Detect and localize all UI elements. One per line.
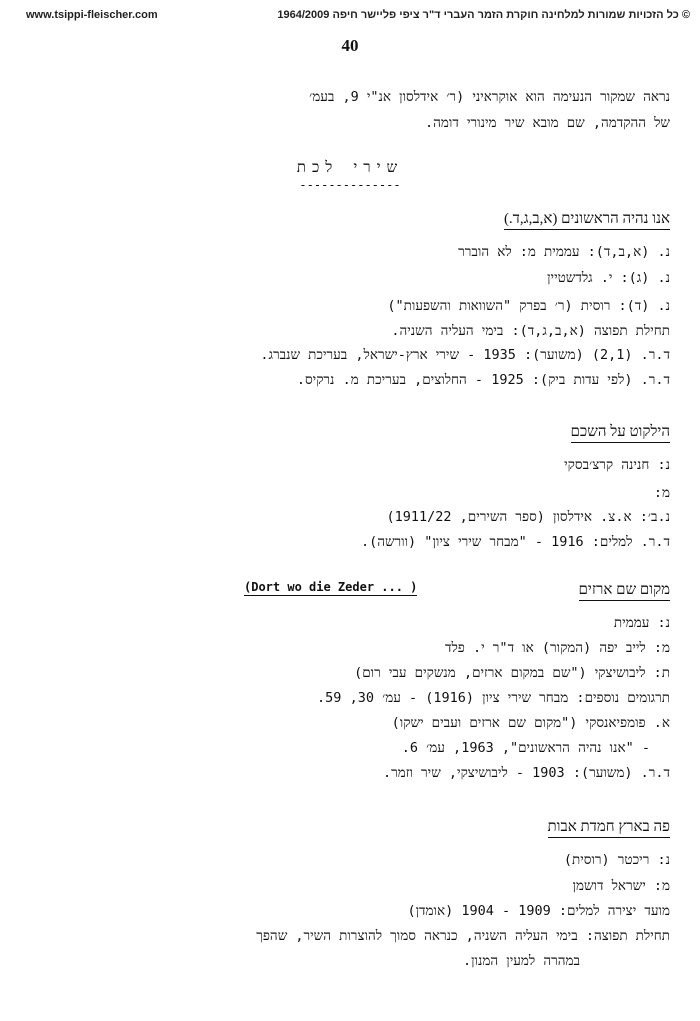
- song-title-po-beeretz: פה בארץ חמדת אבות: [548, 819, 671, 838]
- song-3-line-5: א. פומפיאנסקי ("מקום שם ארזים ועבים ישקו): [391, 715, 670, 731]
- song-3-line-2: מ: לייב יפה (המקור) או ד"ר י. פלד: [445, 640, 670, 656]
- page-number: 40: [341, 36, 359, 55]
- song-1-line-3: נ. (ד): רוסית (ר׳ בפרק "השוואות והשפעות"): [387, 298, 670, 314]
- song-4-line-3: מועד יצירה למלים: 1909 - 1904 (אומדן): [407, 903, 670, 919]
- song-title-hayalkut: הילקוט על השכם: [571, 424, 670, 443]
- section-title-underline: --------------: [299, 178, 401, 192]
- section-title: שירי לכת: [296, 158, 404, 176]
- song-4-line-1: נ: ריכטר (רוסית): [563, 852, 670, 868]
- song-title-anu-nihye: אנו נהיה הראשונים (א,ב,ג,ד.): [504, 211, 670, 230]
- song-3-line-7: ד.ר. (משוער): 1903 - ליבושיצקי, שיר וזמר.: [382, 765, 670, 781]
- song-2-line-4: ד.ר. למלים: 1916 - "מבחר שירי ציון" (וורשה).: [360, 534, 670, 550]
- intro-line-2: של ההקדמה, שם מובא שיר מינורי דומה.: [425, 115, 670, 131]
- song-1-line-4: תחילת תפוצה (א,ב,ג,ד): בימי העליה השניה.: [391, 323, 670, 339]
- song-3-line-1: נ: עממית: [613, 615, 670, 631]
- song-1-line-1: נ. (א,ב,ד): עממית מ: לא הוברר: [458, 244, 670, 260]
- intro-line-1: נראה שמקור הנעימה הוא אוקראיני (ר׳ אידלסון אנ"י 9, בעמ׳: [309, 89, 670, 105]
- copyright-notice: © כל הזכויות שמורות למלחינה חוקרת הזמר העברי ד"ר ציפי פליישר חיפה 1964/2009: [277, 9, 690, 21]
- song-3-original-title: (Dort wo die Zeder ... ): [244, 580, 418, 594]
- song-4-line-5: במהרה למעין המנון.: [462, 953, 580, 969]
- song-3-line-3: ת: ליבושיצקי ("שם במקום ארזים, מנשקים עבי רום): [354, 665, 670, 681]
- song-1-line-2: נ. (ג): י. גלדשטיין: [547, 270, 670, 286]
- song-4-line-2: מ: ישראל דושמן: [572, 878, 670, 894]
- song-2-line-1: נ: חנינה קרצ׳בסקי: [564, 457, 670, 473]
- song-2-line-3: נ.ב׳: א.צ. אידלסון (ספר השירים, 1911/22): [386, 509, 670, 525]
- song-1-line-5: ד.ר. (2,1) (משוער): 1935 - שירי ארץ-ישראל, בעריכת שנברג.: [260, 347, 670, 363]
- song-3-line-6: - "אנו נהיה הראשונים", 1963, עמ׳ 6.: [401, 740, 650, 756]
- website-url[interactable]: www.tsippi-fleischer.com: [26, 9, 158, 21]
- song-2-line-2: מ:: [653, 485, 670, 501]
- song-1-line-6: ד.ר. (לפי עדות ביק): 1925 - החלוצים, בעריכת מ. נרקיס.: [296, 372, 670, 388]
- song-4-line-4: תחילת תפוצה: בימי העליה השניה, כנראה סמוך להוצרות השיר, שהפך: [256, 928, 670, 944]
- song-3-line-4: תרגומים נוספים: מבחר שירי ציון (1916) - עמ׳ 30, 59.: [317, 690, 670, 706]
- song-title-makom-sham-arazim: מקום שם ארזים: [579, 582, 670, 601]
